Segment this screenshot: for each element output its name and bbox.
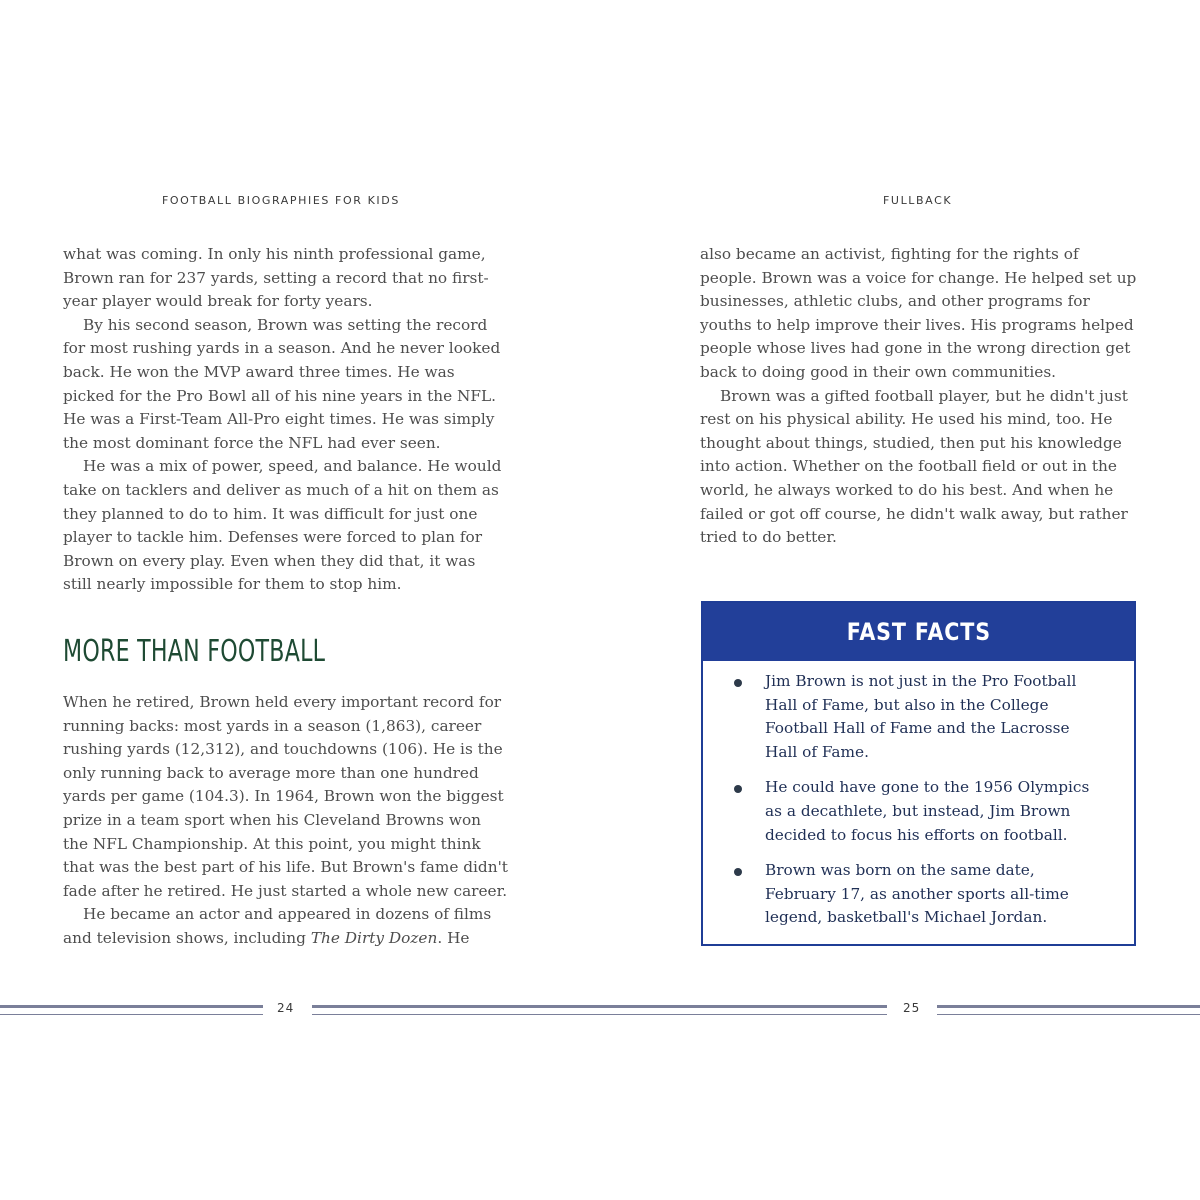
bullet-icon — [734, 785, 742, 793]
fact-item — [703, 859, 1104, 930]
body-paragraph: Brown was a gifted football player, but he didn't just rest on his physical ability. He used his mind, too. He thought about things, studied, then put his knowledge into action. Whether on the football field or out in the world, he always worked to do his best. And when he failed or got off course, he didn't walk away, but rather tried to do better. — [700, 386, 1128, 547]
body-paragraph: what was coming. In only his ninth professional game, Brown ran for 237 yards, setting a record that no first-year player would break for forty years. — [63, 245, 489, 311]
text-run: He became an actor and appeared in dozens of films and television shows, including — [63, 905, 492, 947]
right-column — [700, 243, 1140, 550]
fast-facts-box — [701, 601, 1136, 946]
film-title: The Dirty Dozen — [310, 928, 438, 947]
page-number-left: 24 — [277, 1001, 295, 1015]
footer-rule — [0, 1005, 263, 1015]
fact-text: Jim Brown is not just in the Pro Football Hall of Fame, but also in the College Football Hall of Fame and the Lacrosse Hall of Fame. — [765, 672, 1077, 761]
footer-rule — [937, 1005, 1200, 1015]
fact-text: He could have gone to the 1956 Olympics as a decathlete, but instead, Jim Brown decided to focus his efforts on football. — [765, 778, 1090, 844]
text-run: . He — [437, 928, 470, 947]
body-paragraph: When he retired, Brown held every important record for running backs: most yards in a season (1,863), career rushing yards (12,312), and touchdowns (106). He is the only running back to average more than one hundred yards per game (104.3). In 1964, Brown won the biggest prize in a team sport when his Cleveland Browns won the NFL Championship. At this point, you might think that was the best part of his life. But Brown's fame didn't fade after he retired. He just started a whole new career. — [63, 693, 508, 900]
section-heading: MORE THAN FOOTBALL — [63, 634, 326, 669]
running-head-left: FOOTBALL BIOGRAPHIES FOR KIDS — [162, 194, 400, 207]
fast-facts-title: FAST FACTS — [846, 618, 991, 646]
left-column-top — [63, 243, 508, 597]
bullet-icon — [734, 679, 742, 687]
left-column-bottom — [63, 691, 508, 951]
page-number-right: 25 — [903, 1001, 921, 1015]
fact-text: Brown was born on the same date, February 17, as another sports all-time legend, basketball's Michael Jordan. — [765, 861, 1069, 927]
bullet-icon — [734, 868, 742, 876]
body-paragraph-last — [63, 903, 508, 950]
body-paragraph: By his second season, Brown was setting the record for most rushing yards in a season. And he never looked back. He won the MVP award three times. He was picked for the Pro Bowl all of his nine years in the NFL. He was a First-Team All-Pro eight times. He was simply the most dominant force the NFL had ever seen. — [63, 315, 501, 452]
running-head-right: FULLBACK — [883, 194, 953, 207]
fast-facts-header — [703, 603, 1134, 661]
fact-item — [703, 670, 1104, 764]
body-paragraph: also became an activist, fighting for the rights of people. Brown was a voice for change. He helped set up businesses, athletic clubs, and other programs for youths to help improve their lives. His programs helped people whose lives had gone in the wrong direction get back to doing good in their own communities. — [700, 245, 1137, 381]
footer-rule — [312, 1005, 887, 1015]
fact-item — [703, 776, 1104, 847]
fast-facts-list — [703, 661, 1134, 930]
body-paragraph: He was a mix of power, speed, and balance. He would take on tacklers and deliver as much of a hit on them as they planned to do to him. It was difficult for just one player to tackle him. Defenses were forced to plan for Brown on every play. Even when they did that, it was still nearly impossible for them to stop him. — [63, 457, 502, 594]
